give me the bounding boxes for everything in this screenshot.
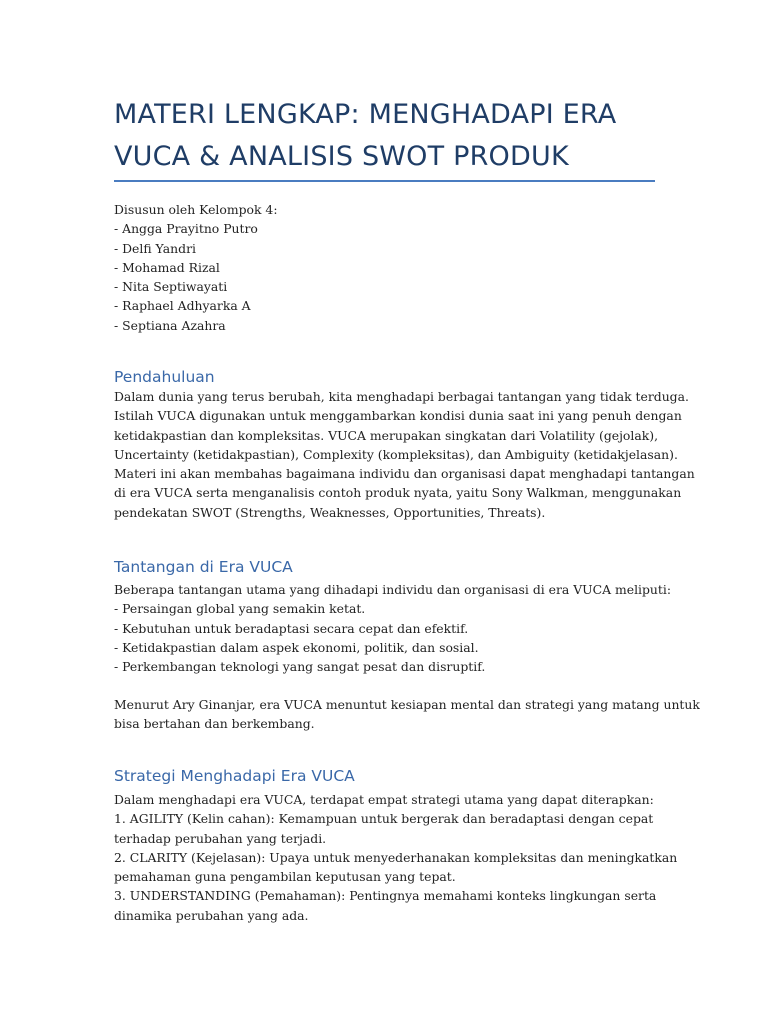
challenges-quote-paragraph [114,695,700,734]
paragraph-line: Materi ini akan membahas bagaimana individu dan organisasi dapat menghadapi tantangan [114,466,695,481]
document-title [114,94,659,178]
paragraph-line: pendekatan SWOT (Strengths, Weaknesses, Opportunities, Threats). [114,504,546,520]
list-item: - Kebutuhan untuk beradaptasi secara cepat dan efektif. [114,620,469,636]
title-underline-divider [114,180,655,182]
author-item: - Raphael Adhyarka A [114,298,251,314]
authors-block [114,200,659,335]
author-item: - Septiana Azahra [114,317,226,333]
list-item: - Persaingan global yang semakin ketat. [114,601,366,617]
paragraph-line: Dalam dunia yang terus berubah, kita menghadapi berbagai tantangan yang tidak terduga. [114,389,689,404]
paragraph-line: Uncertainty (ketidakpastian), Complexity (kompleksitas), dan Ambiguity (ketidakjelasan). [114,446,678,462]
list-item-continuation: pemahaman guna pengambilan keputusan yang tepat. [114,869,456,884]
paragraph-line: Dalam menghadapi era VUCA, terdapat empat strategi utama yang dapat diterapkan: [114,792,654,807]
authors-intro: Disusun oleh Kelompok 4: [114,202,278,217]
intro-paragraph [114,387,695,522]
title-line-1: MATERI LENGKAP: MENGHADAPI ERA [114,99,617,130]
list-item: 3. UNDERSTANDING (Pemahaman): Pentingnya memahami konteks lingkungan serta [114,888,657,904]
list-item: - Perkembangan teknologi yang sangat pesat dan disruptif. [114,659,486,674]
list-item-continuation: dinamika perubahan yang ada. [114,907,309,923]
paragraph-line: bisa bertahan dan berkembang. [114,716,315,732]
strategies-list [114,790,678,925]
author-item: - Nita Septiwayati [114,279,228,294]
section-heading-pendahuluan: Pendahuluan [114,368,215,386]
paragraph-line: ketidakpastian dan kompleksitas. VUCA merupakan singkatan dari Volatility (gejolak), [114,427,659,443]
list-item-continuation: terhadap perubahan yang terjadi. [114,830,327,846]
author-item: - Angga Prayitno Putro [114,221,258,237]
list-item: 2. CLARITY (Kejelasan): Upaya untuk menyederhanakan kompleksitas dan meningkatkan [114,849,678,865]
paragraph-line: di era VUCA serta menganalisis contoh produk nyata, yaitu Sony Walkman, menggunakan [114,485,682,501]
section-heading-strategi: Strategi Menghadapi Era VUCA [114,767,355,785]
title-line-2: VUCA & ANALISIS SWOT PRODUK [114,141,569,172]
paragraph-line: Menurut Ary Ginanjar, era VUCA menuntut kesiapan mental dan strategi yang matang untuk [114,697,700,712]
list-item: 1. AGILITY (Kelin cahan): Kemampuan untuk bergerak dan beradaptasi dengan cepat [114,811,654,827]
author-item: - Delfi Yandri [114,240,196,256]
author-item: - Mohamad Rizal [114,259,220,275]
paragraph-line: Beberapa tantangan utama yang dihadapi individu dan organisasi di era VUCA meliputi: [114,582,672,597]
section-heading-tantangan: Tantangan di Era VUCA [114,558,293,576]
challenges-list [114,580,672,676]
list-item: - Ketidakpastian dalam aspek ekonomi, politik, dan sosial. [114,639,479,655]
paragraph-line: Istilah VUCA digunakan untuk menggambarkan kondisi dunia saat ini yang penuh dengan [114,408,682,424]
